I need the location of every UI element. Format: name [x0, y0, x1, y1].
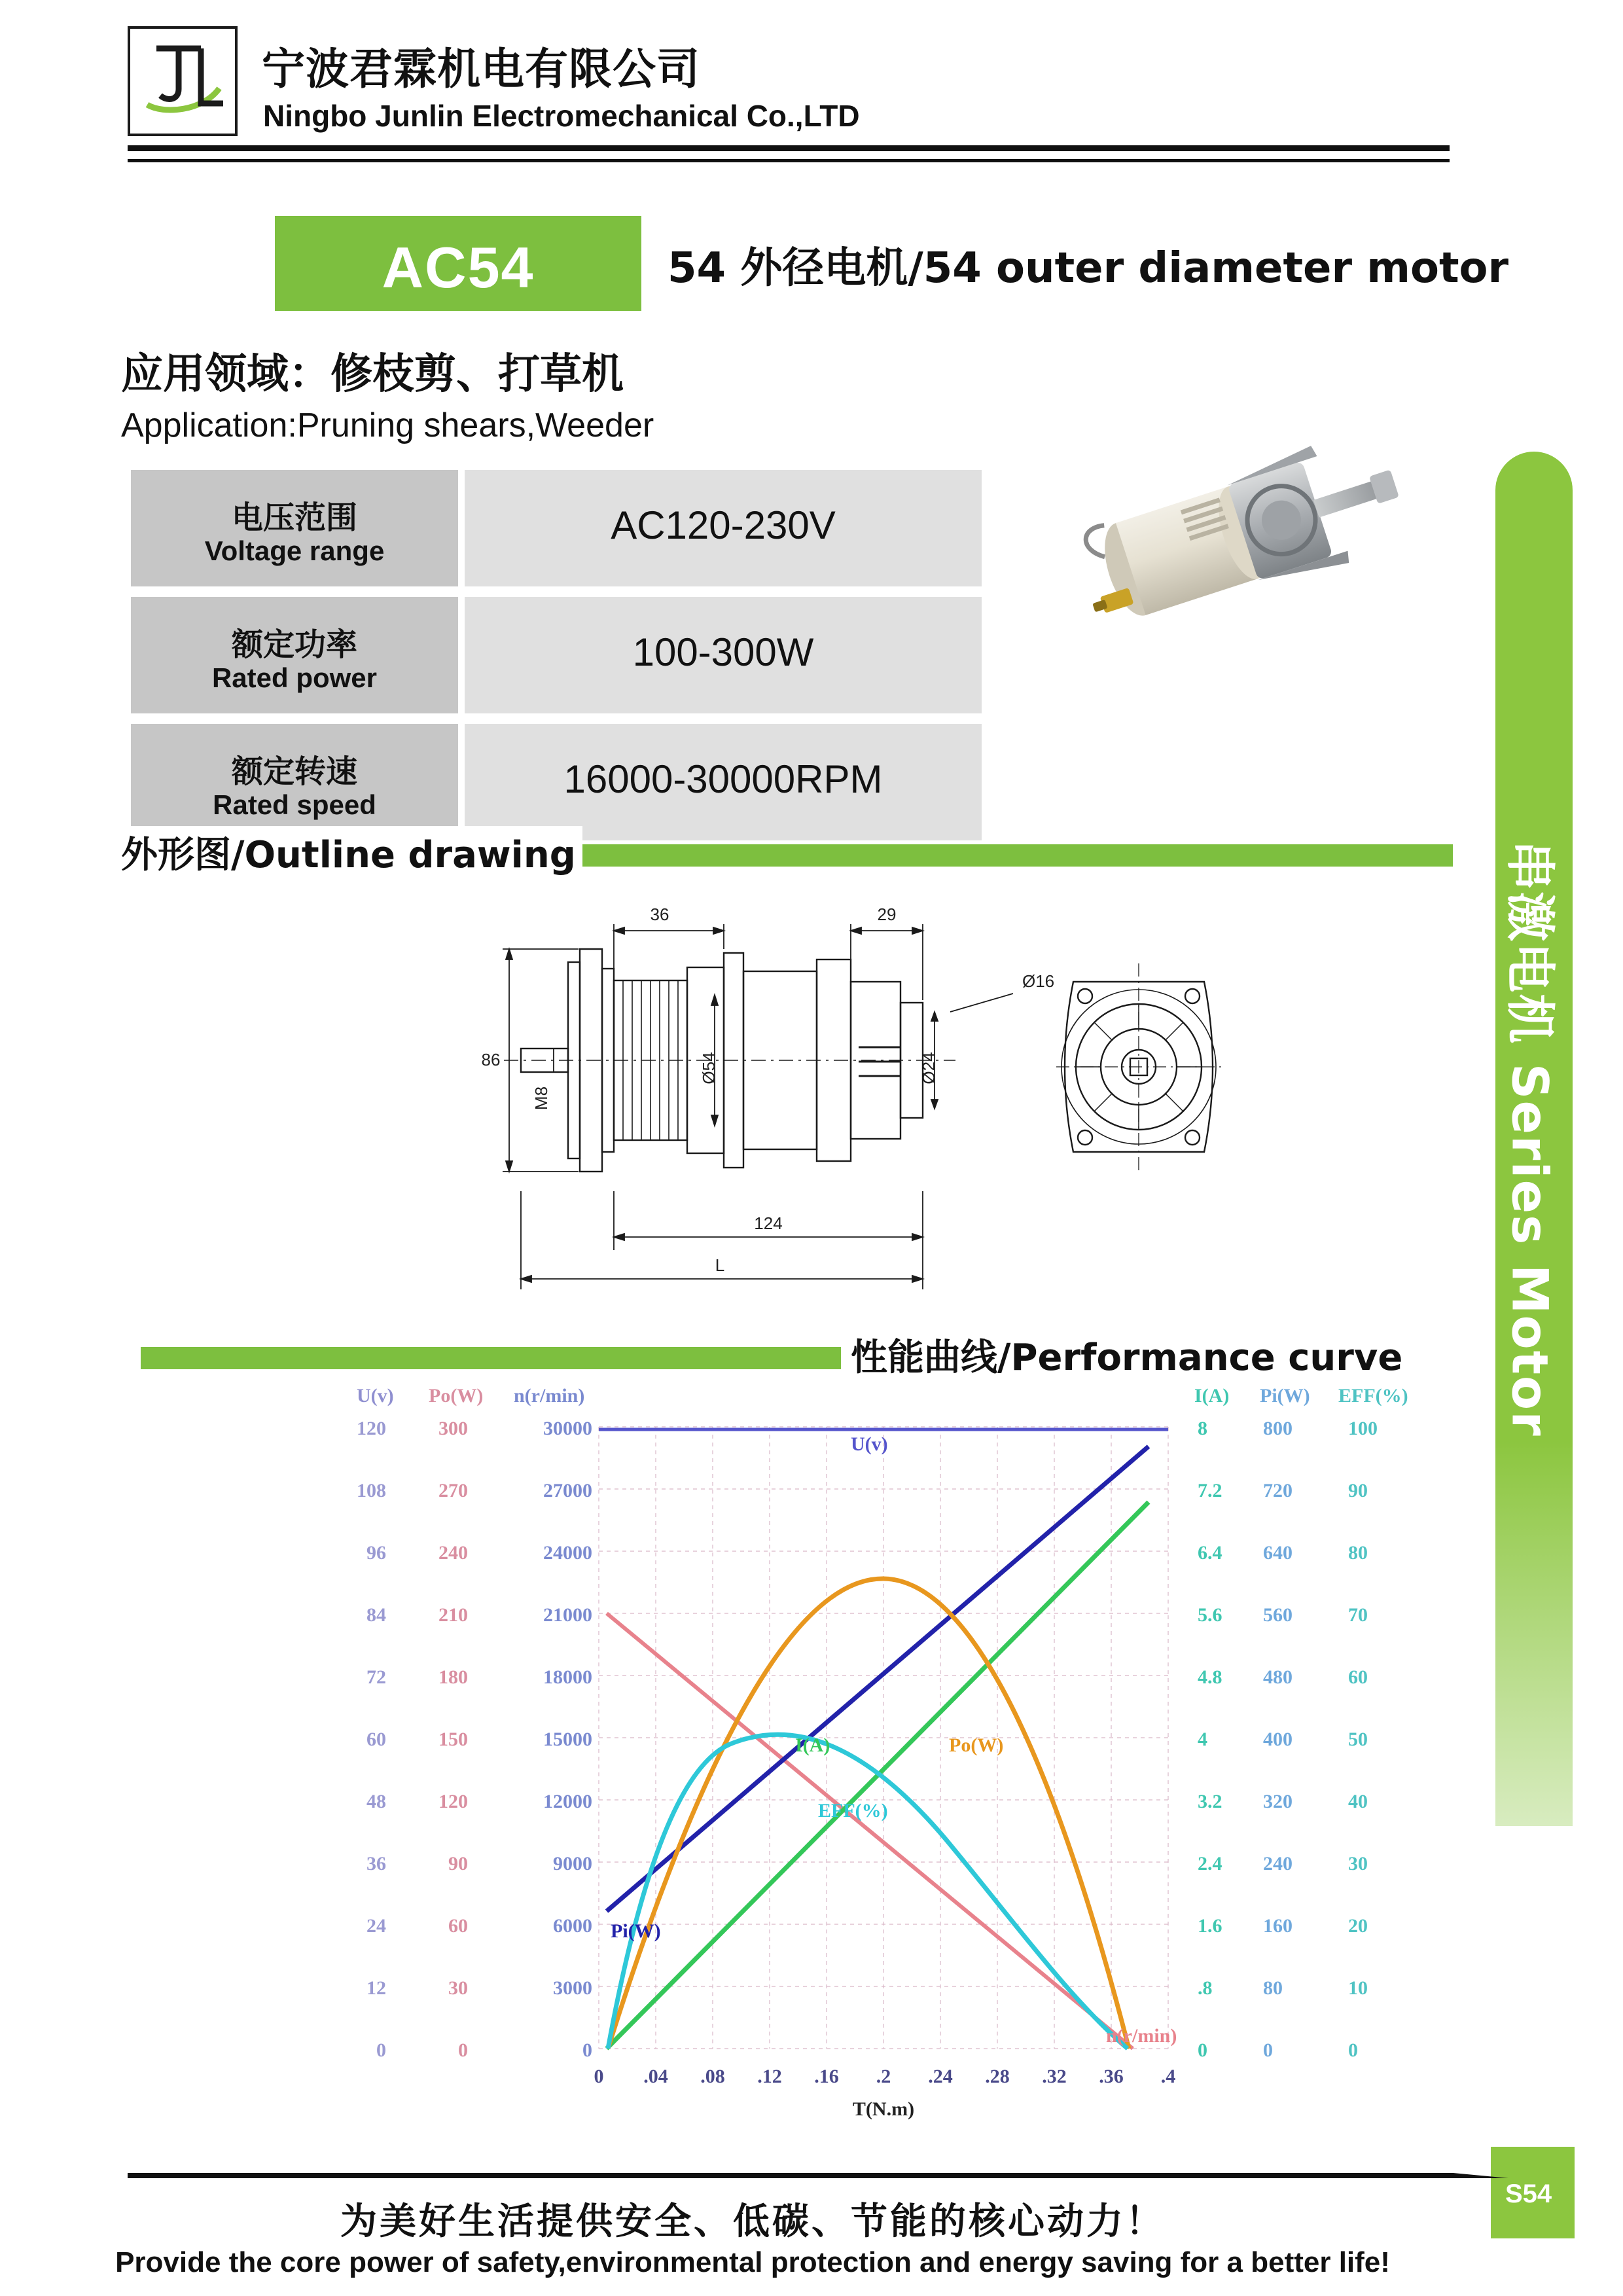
svg-text:.28: .28	[985, 2066, 1010, 2087]
svg-text:210: 210	[438, 1604, 468, 1626]
dim-body-diameter: Ø54	[699, 1052, 719, 1085]
page-title: 54 外径电机/54 outer diameter motor	[668, 244, 1509, 293]
svg-text:10: 10	[1348, 1977, 1368, 1999]
svg-text:3000: 3000	[553, 1977, 592, 1999]
footer-slogan-en: Provide the core power of safety,environmental protection and energy saving for a better life!	[115, 2246, 1390, 2278]
dim-hole-diameter: Ø16	[1022, 971, 1055, 991]
svg-text:160: 160	[1263, 1915, 1293, 1937]
svg-text:96: 96	[366, 1542, 386, 1564]
svg-text:4.8: 4.8	[1198, 1666, 1222, 1688]
svg-text:270: 270	[438, 1480, 468, 1501]
axis-ticks-pi	[1263, 1418, 1293, 2061]
performance-chart	[141, 1388, 1450, 2127]
svg-text:18000: 18000	[543, 1666, 592, 1688]
svg-text:60: 60	[448, 1915, 468, 1937]
axis-ticks-u	[357, 1418, 386, 2061]
spec-value-cell	[465, 470, 982, 586]
model-badge-label: AC54	[382, 235, 535, 300]
company-name-cn: 宁波君霖机电有限公司	[262, 44, 700, 94]
svg-text:.4: .4	[1160, 2066, 1176, 2087]
axis-header-n: n(r/min)	[514, 1388, 585, 1407]
svg-text:240: 240	[438, 1542, 468, 1564]
footer-rule	[128, 2173, 1508, 2178]
dim-shaft-thread: M8	[531, 1086, 551, 1111]
dim-height: 86	[481, 1050, 501, 1069]
spec-label-cell	[131, 470, 458, 586]
svg-text:.04: .04	[643, 2066, 668, 2087]
application-label-en: Application:Pruning shears,Weeder	[121, 406, 654, 444]
svg-text:84: 84	[366, 1604, 386, 1626]
svg-text:48: 48	[366, 1791, 386, 1812]
axis-ticks-n	[543, 1418, 592, 2061]
svg-text:0: 0	[458, 2039, 468, 2061]
svg-text:2.4: 2.4	[1198, 1853, 1222, 1874]
spec-row	[131, 597, 975, 719]
svg-text:20: 20	[1348, 1915, 1368, 1937]
svg-text:640: 640	[1263, 1542, 1293, 1564]
performance-chart-svg	[141, 1388, 1450, 2127]
svg-text:400: 400	[1263, 1729, 1293, 1750]
svg-text:.08: .08	[700, 2066, 725, 2087]
axis-header-i: I(A)	[1194, 1388, 1230, 1407]
outline-section-label: 外形图/Outline drawing	[121, 826, 582, 878]
svg-text:30: 30	[448, 1977, 468, 1999]
spec-value-text: 100-300W	[632, 630, 814, 674]
svg-text:6.4: 6.4	[1198, 1542, 1222, 1564]
svg-text:480: 480	[1263, 1666, 1293, 1688]
series-label-pi: Pi(W)	[611, 1920, 661, 1942]
spec-label-en: Rated speed	[213, 789, 376, 820]
svg-text:12: 12	[366, 1977, 386, 1999]
svg-text:6000: 6000	[553, 1915, 592, 1937]
axis-ticks-eff	[1348, 1418, 1378, 2061]
svg-text:80: 80	[1263, 1977, 1283, 1999]
svg-text:0: 0	[594, 2066, 604, 2087]
svg-text:60: 60	[366, 1729, 386, 1750]
series-label-eff: EFF(%)	[818, 1800, 888, 1821]
axis-header-pi: Pi(W)	[1260, 1388, 1310, 1407]
spec-value-text: 16000-30000RPM	[563, 757, 883, 801]
axis-header-po: Po(W)	[429, 1388, 484, 1407]
spec-row	[131, 470, 975, 592]
svg-text:9000: 9000	[553, 1853, 592, 1874]
svg-text:120: 120	[438, 1791, 468, 1812]
svg-text:150: 150	[438, 1729, 468, 1750]
svg-text:90: 90	[448, 1853, 468, 1874]
spec-label-cn: 额定转速	[231, 753, 357, 790]
svg-text:0: 0	[376, 2039, 386, 2061]
svg-text:8: 8	[1198, 1418, 1207, 1439]
svg-text:15000: 15000	[543, 1729, 592, 1750]
svg-text:100: 100	[1348, 1418, 1378, 1439]
svg-text:560: 560	[1263, 1604, 1293, 1626]
dim-rear-diameter: Ø24	[919, 1052, 938, 1085]
svg-text:60: 60	[1348, 1666, 1368, 1688]
series-label-po: Po(W)	[949, 1734, 1004, 1756]
svg-text:.12: .12	[757, 2066, 782, 2087]
svg-text:12000: 12000	[543, 1791, 592, 1812]
svg-text:7.2: 7.2	[1198, 1480, 1222, 1501]
side-tab-text-wrap	[1495, 452, 1573, 1826]
axis-ticks-x	[594, 2066, 1176, 2087]
outline-drawing	[393, 884, 1374, 1316]
svg-text:300: 300	[438, 1418, 468, 1439]
svg-text:4: 4	[1198, 1729, 1207, 1750]
spec-label-cell	[131, 597, 458, 713]
svg-text:108: 108	[357, 1480, 386, 1501]
svg-text:.2: .2	[876, 2066, 891, 2087]
dim-total-length: 124	[754, 1213, 783, 1233]
header-rule-thick	[128, 145, 1450, 151]
company-logo	[128, 26, 239, 137]
svg-text:36: 36	[366, 1853, 386, 1874]
spec-label-en: Rated power	[211, 662, 378, 693]
svg-text:1.6: 1.6	[1198, 1915, 1222, 1937]
axis-header-u: U(v)	[357, 1388, 394, 1407]
logo-jl-icon	[128, 26, 238, 136]
svg-text:.16: .16	[814, 2066, 839, 2087]
spec-label-cn: 电压范围	[231, 499, 357, 536]
spec-table	[131, 470, 975, 851]
svg-text:.36: .36	[1099, 2066, 1124, 2087]
application-label-cn: 应用领域：修枝剪、打草机	[121, 350, 624, 399]
dim-length-label: L	[715, 1255, 725, 1275]
motor-photo	[1027, 419, 1433, 655]
svg-text:70: 70	[1348, 1604, 1368, 1626]
svg-text:320: 320	[1263, 1791, 1293, 1812]
performance-accent-bar	[141, 1347, 841, 1369]
svg-text:50: 50	[1348, 1729, 1368, 1750]
dim-top-right: 29	[877, 905, 897, 924]
svg-text:3.2: 3.2	[1198, 1791, 1222, 1812]
footer-slogan-cn: 为美好生活提供安全、低碳、节能的核心动力！	[340, 2200, 1165, 2243]
svg-text:.32: .32	[1042, 2066, 1067, 2087]
spec-value-cell	[465, 597, 982, 713]
spec-value-text: AC120-230V	[611, 503, 836, 547]
series-label-i: I(A)	[795, 1734, 830, 1756]
svg-text:24: 24	[366, 1915, 386, 1937]
header-rule-thin	[128, 159, 1450, 162]
svg-text:30: 30	[1348, 1853, 1368, 1874]
svg-text:0: 0	[1263, 2039, 1273, 2061]
series-label-u: U(v)	[851, 1433, 888, 1455]
svg-text:90: 90	[1348, 1480, 1368, 1501]
chart-gridlines	[599, 1427, 1168, 2049]
series-curve-eff	[608, 1734, 1128, 2049]
model-badge	[275, 216, 641, 311]
svg-text:0: 0	[1198, 2039, 1207, 2061]
performance-section-label: 性能曲线/Performance curve	[851, 1336, 1403, 1379]
spec-value-cell	[465, 724, 982, 840]
spec-label-cn: 额定功率	[231, 626, 357, 663]
svg-text:24000: 24000	[543, 1542, 592, 1564]
svg-text:30000: 30000	[543, 1418, 592, 1439]
dim-top-left: 36	[650, 905, 669, 924]
svg-text:120: 120	[357, 1418, 386, 1439]
outline-accent-bar	[524, 844, 1453, 867]
svg-text:0: 0	[1348, 2039, 1358, 2061]
series-label-n: n(r/min)	[1106, 2025, 1177, 2047]
axis-label-x: T(N.m)	[852, 2098, 915, 2120]
svg-text:800: 800	[1263, 1418, 1293, 1439]
axis-ticks-po	[438, 1418, 468, 2061]
svg-text:180: 180	[438, 1666, 468, 1688]
company-name-en: Ningbo Junlin Electromechanical Co.,LTD	[263, 99, 860, 133]
spec-label-cell	[131, 724, 458, 840]
svg-text:0: 0	[582, 2039, 592, 2061]
svg-text:72: 72	[366, 1666, 386, 1688]
axis-header-eff: EFF(%)	[1338, 1388, 1408, 1407]
svg-text:21000: 21000	[543, 1604, 592, 1626]
svg-text:.8: .8	[1198, 1977, 1213, 1999]
page-header	[0, 0, 1623, 164]
svg-text:.24: .24	[928, 2066, 953, 2087]
svg-text:720: 720	[1263, 1480, 1293, 1501]
svg-text:27000: 27000	[543, 1480, 592, 1501]
svg-text:5.6: 5.6	[1198, 1604, 1222, 1626]
svg-text:80: 80	[1348, 1542, 1368, 1564]
svg-text:240: 240	[1263, 1853, 1293, 1874]
svg-text:40: 40	[1348, 1791, 1368, 1812]
page-code: S54	[1505, 2179, 1552, 2208]
axis-ticks-i	[1198, 1418, 1222, 2061]
side-tab-label: 串激电机 Series Motor	[1501, 840, 1560, 1437]
spec-label-en: Voltage range	[204, 535, 385, 566]
